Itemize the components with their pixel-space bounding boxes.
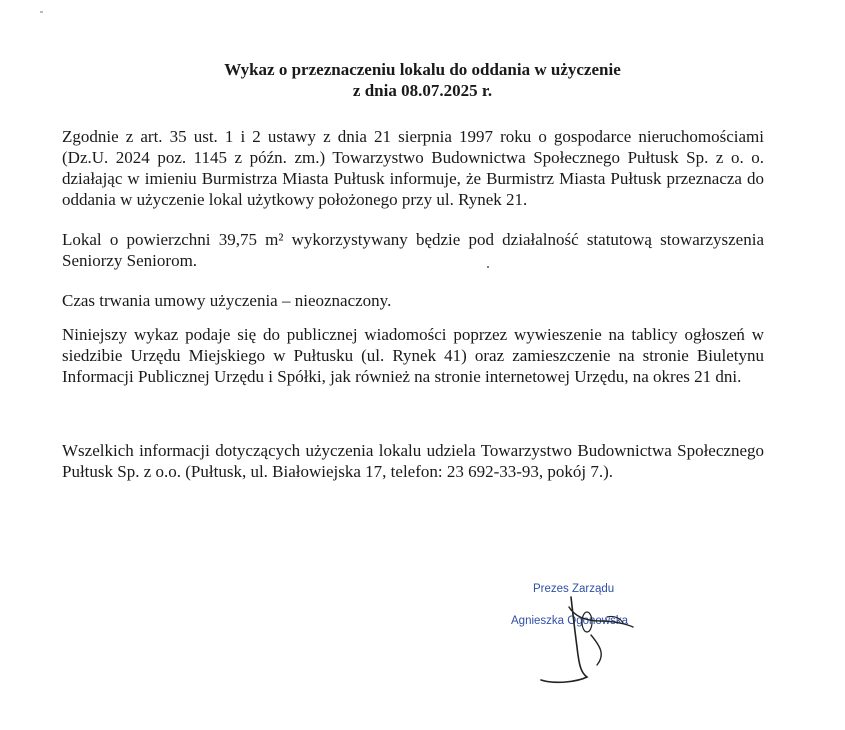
scan-mark [40,11,43,13]
signature-stamp [505,577,640,692]
document-title: Wykaz o przeznaczeniu lokalu do oddania w użyczenie [224,60,621,79]
stamp-role: Prezes Zarządu [533,583,615,595]
document-date: z dnia 08.07.2025 r. [352,81,493,100]
paragraph-duration: Czas trwania umowy użyczenia – nieoznaczony. [62,291,392,310]
paragraph-premises: Lokal o powierzchni 39,75 m² wykorzystywany będzie pod działalność statutową stowarzyszenia Seniorzy Seniorom. [62,230,764,270]
handwritten-signature [505,577,640,692]
paragraph-publication: Niniejszy wykaz podaje się do publicznej wiadomości poprzez wywieszenie na tablicy ogłoszeń w siedzibie Urzędu Miejskiego w Pułtusku (ul. Rynek 41) oraz zamieszczenie na stronie Biuletynu Informacji Publicznej Urzędu i Spółki, jak również na stronie internetowej Urzędu, na okres 21 dni. [62,325,764,386]
stray-dot [487,266,489,268]
paragraph-contact: Wszelkich informacji dotyczących użyczenia lokalu udziela Towarzystwo Budownictwa Społecznego Pułtusk Sp. z o.o. (Pułtusk, ul. Białowiejska 17, telefon: 23 692-33-93, pokój 7.). [62,441,764,481]
paragraph-legal-basis: Zgodnie z art. 35 ust. 1 i 2 ustawy z dnia 21 sierpnia 1997 roku o gospodarce nieruchomościami (Dz.U. 2024 poz. 1145 z późn. zm.) Towarzystwo Budownictwa Społecznego Pułtusk Sp. z o. o. działając w imieniu Burmistrza Miasta Pułtusk informuje, że Burmistrz Miasta Pułtusk przeznacza do oddania w użyczenie lokal użytkowy położonego przy ul. Rynek 21. [62,127,764,209]
stamp-person: Agnieszka Ogonowska [511,615,628,627]
